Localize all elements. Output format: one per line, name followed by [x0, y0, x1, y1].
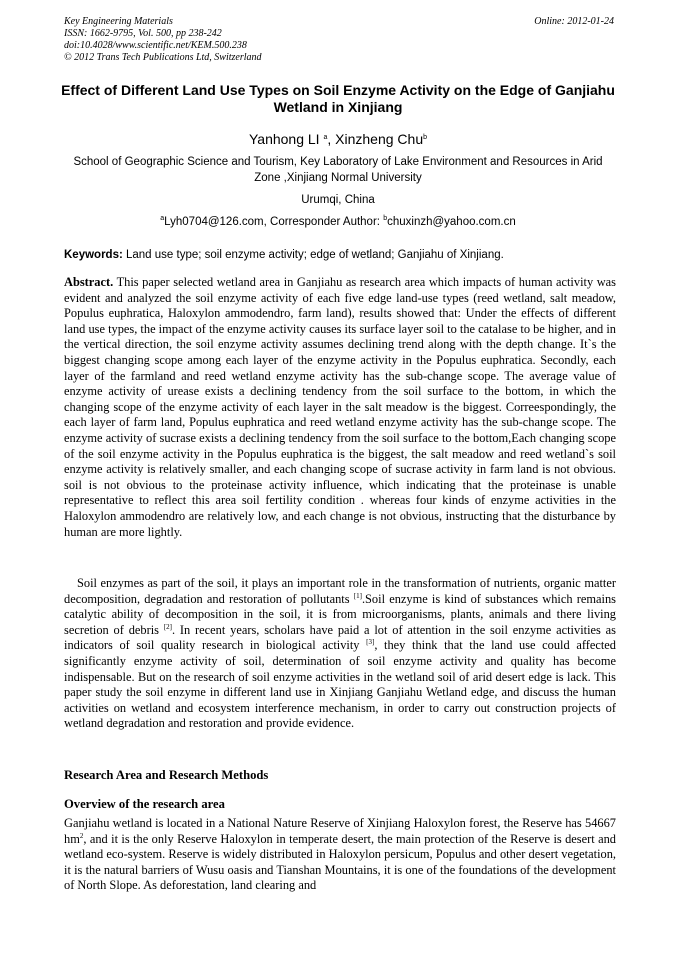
intro-text: .Soil enzyme is kind of substances which remains catalytic ability of decomposition in the soil, it is from microorganisms, plants, animals and there living secretion of debris: [64, 591, 616, 637]
intro-text: . In recent years, scholars have paid a lot of attention in the soil enzyme activities as indicators of soil quality research in biological activity: [64, 622, 616, 653]
abstract-paragraph: [64, 275, 616, 540]
author-separator: ,: [327, 131, 336, 147]
author-emails: [60, 214, 616, 230]
journal-name: Key Engineering Materials: [64, 16, 173, 27]
email-superscript: b: [383, 215, 388, 222]
affiliation: School of Geographic Science and Tourism, Key Laboratory of Lake Environment and Resources in Arid Zone ,Xinjiang Normal University: [73, 156, 603, 184]
author-name: Yanhong LI: [248, 131, 320, 147]
citation-ref: [1]: [353, 591, 362, 600]
email-superscript: a: [160, 215, 165, 222]
issn-line: ISSN: 1662-9795, Vol. 500, pp 238-242: [64, 28, 222, 39]
section-heading: Research Area and Research Methods: [64, 768, 269, 782]
email-text: Lyh0704@126.com, Corresponder Author:: [164, 216, 384, 228]
intro-paragraph: [64, 576, 616, 732]
intro-text: Soil enzymes as part of the soil, it plays an important role in the transformation of nutrients, organic matter decomposition, degradation and restoration of pollutants: [64, 576, 616, 606]
journal-header: [64, 16, 404, 64]
copyright-line: © 2012 Trans Tech Publications Ltd, Switzerland: [64, 52, 262, 63]
author-superscript: b: [423, 134, 428, 141]
citation-ref: [3]: [366, 638, 375, 647]
author-superscript: a: [323, 134, 328, 141]
intro-text: , they think that the land use could affected significantly enzyme activity of soil, determination of soil enzyme activity and quality has become indispensable. But on the research of soil enzyme activities in the wetland soil of arid desert edge is lack. This paper study the soil enzyme in different land use in Xinjiang Ganjiahu Wetland edge, and discuss the human activities on wetland and ecosystem interference mechanism, in order to carry out construction projects of wetland degradation and restoration and provide evidence.: [64, 638, 616, 731]
unit-superscript: 2: [79, 831, 84, 840]
keywords-label: Keywords:: [64, 249, 123, 261]
citation-ref: [2]: [163, 622, 172, 631]
paper-title: Effect of Different Land Use Types on Soil Enzyme Activity on the Edge of Ganjiahu Wetland in Xinjiang: [61, 82, 615, 115]
subsection-heading: Overview of the research area: [64, 797, 225, 811]
email-text: chuxinzh@yahoo.com.cn: [387, 216, 516, 228]
overview-text: , and it is the only Reserve Haloxylon in temperate desert, the main protection of the Reserve is desert and wetland eco-system. Reserve is widely distributed in Haloxylon persicum, Populus and other desert vegetation, it is the natural barriers of Wusu oasis and Tianshan Mountains, it is one of the foundations of the development of North Slope. As deforestation, land clearing and: [64, 831, 616, 893]
online-date: Online: 2012-01-24: [534, 16, 614, 27]
abstract-text: This paper selected wetland area in Ganjiahu as research area which impacts of human activity was evident and analyzed the soil enzyme activity of each five edge land-use types (reed wetland, salt meadow, Populus euphratica, Haloxylon ammodendro, farm land), results showed that: Under the effects of different land use types, the impact of the enzyme activity causes its surface layer soil to the catalase to be higher, and in the vertical direction, the soil enzyme activity assumes declining trend along with the depth change. It`s the biggest changing scope among each layer of the enzyme activity in the Populus euphratica. Secondly, each layer of the farmland and reed wetland enzyme activity has the sub-change scope. The average value of enzyme activity of urease exists a declining tendency from the soil surface to the bottom, in which the changing scope of the enzyme activity of each layer in the salt meadow is the biggest. Correespondingly, the each layer of farm land, Populus euphratica and reed wetland enzyme activity has the sub-change scope. The enzyme activity of sucrase exists a declining tendency from the soil surface to the bottom,Each changing scope of the soil enzyme activity in the Populus euphratica is the biggest, the salt meadow and reed wetland`s soil enzyme activity is relatively smaller, and each changing scope of sucrase activity in farm land is not obvious. soil is not obvious to the proteinase activity influence, which indicating that the proteinase is unable representative to reflect this area soil fertility condition . whereas four kinds of enzyme activities in the Haloxylon ammodendro are relatively low, and each change is not obvious, instructing that the disturbance by human are more lightly.: [64, 275, 616, 539]
keywords-text: Land use type; soil enzyme activity; edge of wetland; Ganjiahu of Xinjiang.: [122, 249, 504, 261]
author-list: [60, 130, 616, 148]
author-name: Xinzheng Chu: [335, 131, 424, 147]
keywords-line: [64, 247, 616, 263]
overview-paragraph: [64, 816, 616, 894]
doi-line: doi:10.4028/www.scientific.net/KEM.500.238: [64, 40, 247, 51]
abstract-label: Abstract.: [64, 275, 114, 289]
overview-text: Ganjiahu wetland is located in a National Nature Reserve of Xinjiang Haloxylon forest, the Reserve has 54667 hm: [64, 816, 616, 846]
affiliation-city: Urumqi, China: [301, 194, 375, 206]
